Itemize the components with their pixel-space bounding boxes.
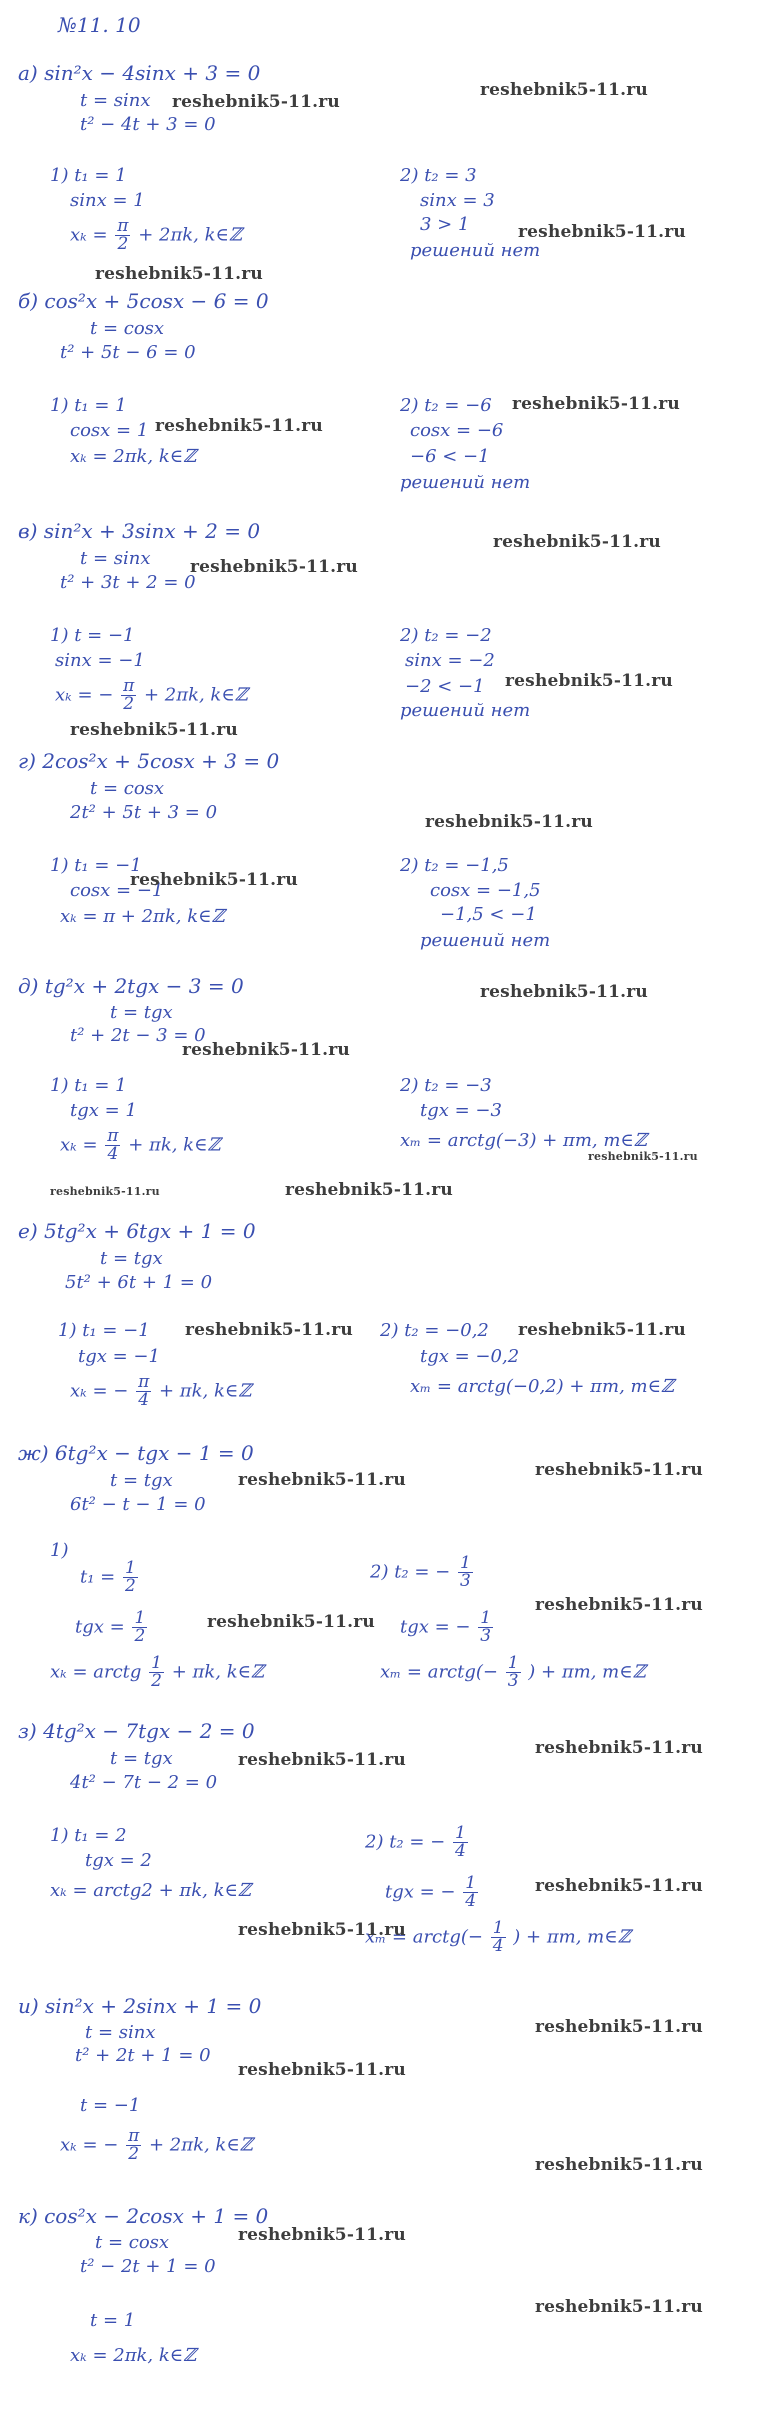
part-g-root1-solution: xₖ = π + 2πk, k∈ℤ	[60, 906, 225, 927]
watermark: reshebnik5-11.ru	[95, 264, 263, 284]
part-z-substitution: t = tgx	[110, 1748, 173, 1769]
watermark: reshebnik5-11.ru	[238, 1920, 406, 1940]
part-v-root1-eq: sinx = −1	[55, 650, 145, 671]
fraction: $\frac{\pi}{2}$	[128, 2126, 140, 2164]
part-v-root1: 1) t = −1	[50, 625, 135, 646]
part-a-root2-compare: 3 > 1	[420, 214, 470, 235]
part-a-root1-solution: xₖ = $\frac{\pi}{2}$ + 2πk, k∈ℤ	[70, 216, 242, 254]
part-e-root1-eq: tgx = −1	[78, 1346, 160, 1367]
part-v-root2-eq: sinx = −2	[405, 650, 495, 671]
part-zh-root1-solution: xₖ = arctg $\frac{1}{2}$ + πk, k∈ℤ	[50, 1653, 265, 1691]
watermark: reshebnik5-11.ru	[238, 1470, 406, 1490]
part-i-quadratic: t² + 2t + 1 = 0	[75, 2045, 211, 2066]
part-z-quadratic: 4t² − 7t − 2 = 0	[70, 1772, 218, 1793]
watermark: reshebnik5-11.ru	[155, 416, 323, 436]
part-b-no-solution: решений нет	[400, 472, 531, 493]
watermark: reshebnik5-11.ru	[182, 1040, 350, 1060]
watermark: reshebnik5-11.ru	[185, 1320, 353, 1340]
part-i-substitution: t = sinx	[85, 2022, 156, 2043]
part-k-solution: xₖ = 2πk, k∈ℤ	[70, 2345, 197, 2366]
watermark: reshebnik5-11.ru	[285, 1180, 453, 1200]
fraction: $\frac{1}{3}$	[480, 1608, 492, 1646]
part-zh-substitution: t = tgx	[110, 1470, 173, 1491]
fraction: $\frac{1}{3}$	[507, 1653, 519, 1691]
part-g-root2: 2) t₂ = −1,5	[400, 855, 509, 876]
watermark: reshebnik5-11.ru	[535, 1595, 703, 1615]
watermark: reshebnik5-11.ru	[535, 2155, 703, 2175]
part-a-root2: 2) t₂ = 3	[400, 165, 477, 186]
part-b-substitution: t = cosx	[90, 318, 165, 339]
fraction: $\frac{\pi}{4}$	[138, 1372, 150, 1410]
part-g-substitution: t = cosx	[90, 778, 165, 799]
part-v-equation: в) sin²x + 3sinx + 2 = 0	[18, 519, 261, 543]
fraction: $\frac{1}{3}$	[460, 1553, 471, 1591]
part-d-root2-solution: xₘ = arctg(−3) + πm, m∈ℤ	[400, 1130, 647, 1151]
part-d-root1: 1) t₁ = 1	[50, 1075, 127, 1096]
watermark: reshebnik5-11.ru	[238, 2225, 406, 2245]
part-zh-quadratic: 6t² − t − 1 = 0	[70, 1494, 206, 1515]
watermark: reshebnik5-11.ru	[50, 1185, 160, 1198]
part-b-root2-eq: cosx = −6	[410, 420, 504, 441]
part-zh-root2-solution: xₘ = arctg(− $\frac{1}{3}$ ) + πm, m∈ℤ	[380, 1653, 646, 1691]
part-i-root: t = −1	[80, 2095, 141, 2116]
part-g-root2-eq: cosx = −1,5	[430, 880, 541, 901]
watermark: reshebnik5-11.ru	[238, 1750, 406, 1770]
part-b-equation: б) cos²x + 5cosx − 6 = 0	[18, 289, 269, 313]
part-k-root: t = 1	[90, 2310, 136, 2331]
part-b-root2-compare: −6 < −1	[410, 446, 490, 467]
fraction: $\frac{1}{2}$	[134, 1608, 146, 1646]
part-e-root1-solution: xₖ = − $\frac{\pi}{4}$ + πk, k∈ℤ	[70, 1372, 252, 1410]
watermark: reshebnik5-11.ru	[493, 532, 661, 552]
part-b-root1-solution: xₖ = 2πk, k∈ℤ	[70, 446, 197, 467]
part-g-root1-eq: cosx = −1	[70, 880, 164, 901]
watermark: reshebnik5-11.ru	[130, 870, 298, 890]
watermark: reshebnik5-11.ru	[480, 982, 648, 1002]
part-z-root1-solution: xₖ = arctg2 + πk, k∈ℤ	[50, 1880, 251, 1901]
part-a-quadratic: t² − 4t + 3 = 0	[80, 114, 216, 135]
part-a-root1-eq: sinx = 1	[70, 190, 145, 211]
part-e-root1: 1) t₁ = −1	[58, 1320, 150, 1341]
part-v-root2: 2) t₂ = −2	[400, 625, 492, 646]
part-g-equation: г) 2cos²x + 5cosx + 3 = 0	[18, 749, 280, 773]
part-v-quadratic: t² + 3t + 2 = 0	[60, 572, 196, 593]
watermark: reshebnik5-11.ru	[518, 1320, 686, 1340]
watermark: reshebnik5-11.ru	[518, 222, 686, 242]
watermark: reshebnik5-11.ru	[190, 557, 358, 577]
watermark: reshebnik5-11.ru	[238, 2060, 406, 2080]
part-z-root1-eq: tgx = 2	[85, 1850, 152, 1871]
part-i-solution: xₖ = − $\frac{\pi}{2}$ + 2πk, k∈ℤ	[60, 2126, 253, 2164]
part-g-root1: 1) t₁ = −1	[50, 855, 142, 876]
part-g-quadratic: 2t² + 5t + 3 = 0	[70, 802, 218, 823]
watermark: reshebnik5-11.ru	[70, 720, 238, 740]
watermark: reshebnik5-11.ru	[588, 1150, 698, 1163]
part-d-equation: д) tg²x + 2tgx − 3 = 0	[18, 974, 244, 998]
watermark: reshebnik5-11.ru	[172, 92, 340, 112]
part-e-quadratic: 5t² + 6t + 1 = 0	[65, 1272, 213, 1293]
watermark: reshebnik5-11.ru	[535, 1876, 703, 1896]
fraction: $\frac{1}{2}$	[125, 1558, 136, 1596]
part-e-substitution: t = tgx	[100, 1248, 163, 1269]
part-e-root2: 2) t₂ = −0,2	[380, 1320, 489, 1341]
part-d-quadratic: t² + 2t − 3 = 0	[70, 1025, 206, 1046]
part-k-quadratic: t² − 2t + 1 = 0	[80, 2256, 216, 2277]
part-k-equation: к) cos²x − 2cosx + 1 = 0	[18, 2204, 269, 2228]
part-v-no-solution: решений нет	[400, 700, 531, 721]
part-d-root1-solution: xₖ = $\frac{\pi}{4}$ + πk, k∈ℤ	[60, 1126, 221, 1164]
part-z-root1: 1) t₁ = 2	[50, 1825, 127, 1846]
part-d-root2-eq: tgx = −3	[420, 1100, 502, 1121]
fraction: $\frac{1}{4}$	[465, 1873, 477, 1911]
part-v-substitution: t = sinx	[80, 548, 151, 569]
watermark: reshebnik5-11.ru	[207, 1612, 375, 1632]
part-k-substitution: t = cosx	[95, 2232, 170, 2253]
part-z-root2-solution: xₘ = arctg(− $\frac{1}{4}$ ) + πm, m∈ℤ	[365, 1918, 631, 1956]
part-d-substitution: t = tgx	[110, 1002, 173, 1023]
part-e-root2-solution: xₘ = arctg(−0,2) + πm, m∈ℤ	[410, 1376, 675, 1397]
part-i-equation: и) sin²x + 2sinx + 1 = 0	[18, 1994, 262, 2018]
part-z-equation: з) 4tg²x − 7tgx − 2 = 0	[18, 1719, 255, 1743]
part-z-root2: 2) t₂ = − $\frac{1}{4}$	[365, 1823, 466, 1861]
fraction: $\frac{1}{4}$	[492, 1918, 504, 1956]
part-z-root2-eq: tgx = − $\frac{1}{4}$	[385, 1873, 477, 1911]
watermark: reshebnik5-11.ru	[535, 1460, 703, 1480]
part-e-root2-eq: tgx = −0,2	[420, 1346, 520, 1367]
part-b-quadratic: t² + 5t − 6 = 0	[60, 342, 196, 363]
fraction: $\frac{\pi}{2}$	[123, 676, 135, 714]
part-zh-root1: t₁ = $\frac{1}{2}$	[80, 1558, 136, 1596]
part-v-root2-compare: −2 < −1	[405, 676, 485, 697]
watermark: reshebnik5-11.ru	[535, 2297, 703, 2317]
fraction: $\frac{1}{2}$	[151, 1653, 162, 1691]
part-b-root1-eq: cosx = 1	[70, 420, 149, 441]
exercise-number: №11. 10	[58, 13, 141, 37]
part-b-root2: 2) t₂ = −6	[400, 395, 492, 416]
part-a-root2-eq: sinx = 3	[420, 190, 495, 211]
fraction: $\frac{1}{4}$	[455, 1823, 466, 1861]
fraction: $\frac{\pi}{4}$	[107, 1126, 119, 1164]
watermark: reshebnik5-11.ru	[535, 1738, 703, 1758]
part-a-equation: а) sin²x − 4sinx + 3 = 0	[18, 61, 261, 85]
part-zh-root2-eq: tgx = − $\frac{1}{3}$	[400, 1608, 492, 1646]
part-e-equation: е) 5tg²x + 6tgx + 1 = 0	[18, 1219, 256, 1243]
watermark: reshebnik5-11.ru	[512, 394, 680, 414]
watermark: reshebnik5-11.ru	[480, 80, 648, 100]
part-a-substitution: t = sinx	[80, 90, 151, 111]
part-a-root1: 1) t₁ = 1	[50, 165, 127, 186]
part-zh-equation: ж) 6tg²x − tgx − 1 = 0	[18, 1441, 254, 1465]
watermark: reshebnik5-11.ru	[425, 812, 593, 832]
watermark: reshebnik5-11.ru	[505, 671, 673, 691]
part-d-root2: 2) t₂ = −3	[400, 1075, 492, 1096]
part-zh-root1-label: 1)	[50, 1540, 69, 1561]
part-d-root1-eq: tgx = 1	[70, 1100, 137, 1121]
part-zh-root1-eq: tgx = $\frac{1}{2}$	[75, 1608, 146, 1646]
part-v-root1-solution: xₖ = − $\frac{\pi}{2}$ + 2πk, k∈ℤ	[55, 676, 248, 714]
part-a-no-solution: решений нет	[410, 240, 541, 261]
part-b-root1: 1) t₁ = 1	[50, 395, 127, 416]
fraction: $\frac{\pi}{2}$	[117, 216, 129, 254]
watermark: reshebnik5-11.ru	[535, 2017, 703, 2037]
part-zh-root2: 2) t₂ = − $\frac{1}{3}$	[370, 1553, 471, 1591]
part-g-no-solution: решений нет	[420, 930, 551, 951]
part-g-root2-compare: −1,5 < −1	[440, 904, 537, 925]
